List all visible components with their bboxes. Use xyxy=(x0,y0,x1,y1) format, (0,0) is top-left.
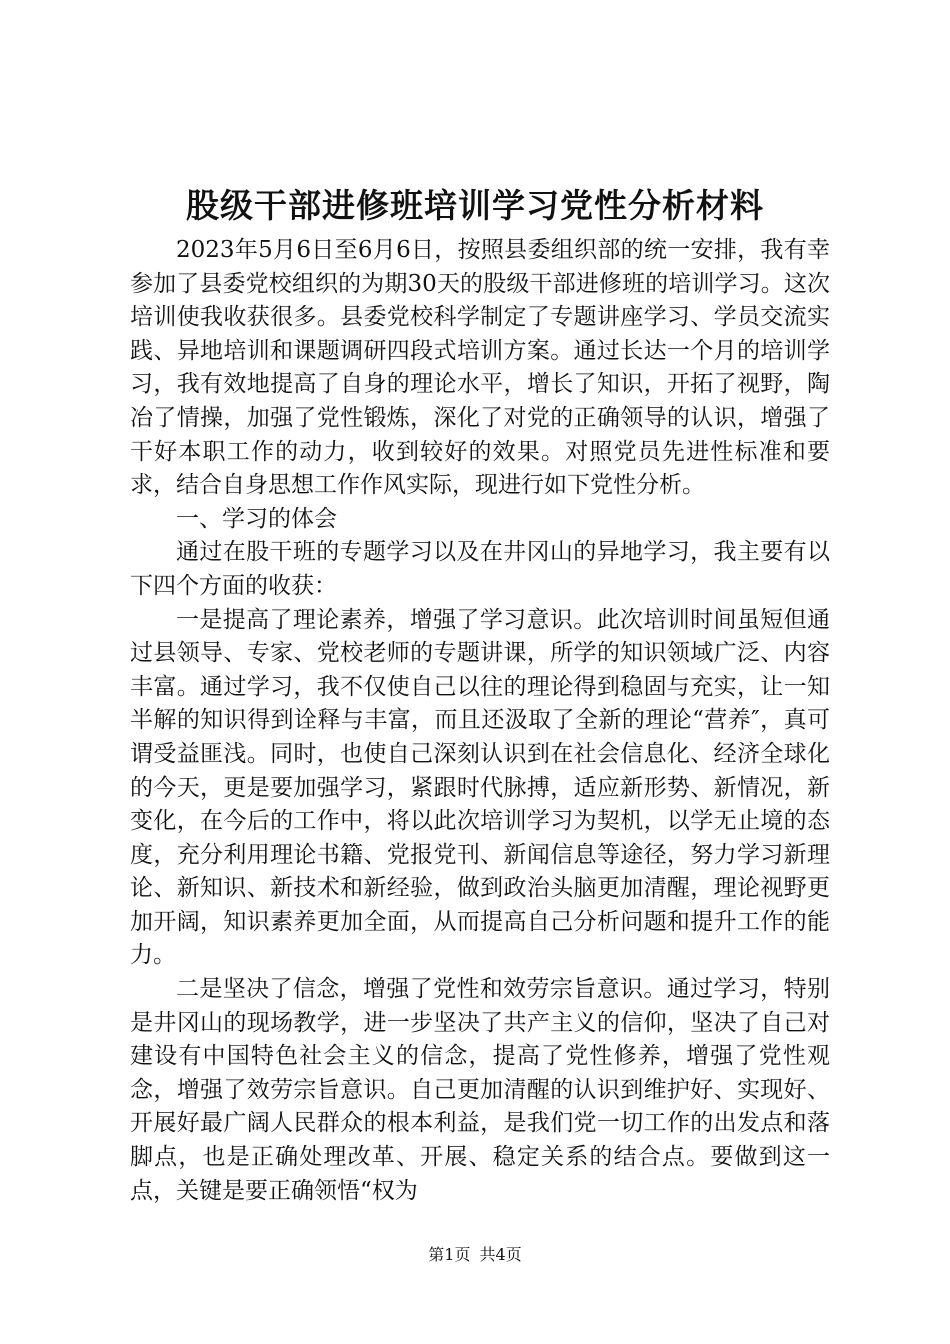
paragraph-intro: 2023年5月6日至6月6日，按照县委组织部的统一安排，我有幸参加了县委党校组织的为期30天的股级干部进修班的培训学习。这次培训使我收获很多。县委党校科学制定了专题讲座学习、学员交流实践、异地培训和课题调研四段式培训方案。通过长达一个月的培训学习，我有效地提高了自身的理论水平，增长了知识，开拓了视野，陶冶了情操，加强了党性锻炼，深化了对党的正确领导的认识，增强了干好本职工作的动力，收到较好的效果。对照党员先进性标准和要求，结合自身思想工作作风实际，现进行如下党性分析。 xyxy=(130,237,830,499)
document-title: 股级干部进修班培训学习党性分析材料 xyxy=(186,186,764,225)
page-total: 共4页 xyxy=(479,1245,522,1264)
paragraph-summary: 通过在股干班的专题学习以及在井冈山的异地学习，我主要有以下四个方面的收获： xyxy=(130,539,830,599)
page-footer xyxy=(0,1244,950,1266)
page-number: 第1页 xyxy=(428,1245,471,1264)
document-body xyxy=(130,234,830,1208)
paragraph-point-one: 一是提高了理论素养，增强了学习意识。此次培训时间虽短但通过县领导、专家、党校老师的专题讲课，所学的知识领域广泛、内容丰富。通过学习，我不仅使自己以往的理论得到稳固与充实，让一知半解的知识得到诠释与丰富，而且还汲取了全新的理论“营养″，真可谓受益匪浅。同时，也使自己深刻认识到在社会信息化、经济全球化的今天，更是要加强学习，紧跟时代脉搏，适应新形势、新情况，新变化，在今后的工作中，将以此次培训学习为契机，以学无止境的态度，充分利用理论书籍、党报党刊、新闻信息等途径，努力学习新理论、新知识、新技术和新经验，做到政治头脑更加清醒，理论视野更加开阔，知识素养更加全面，从而提高自己分析问题和提升工作的能力。 xyxy=(130,606,830,969)
section-heading: 一、学习的体会 xyxy=(176,505,337,532)
paragraph-point-two: 二是坚决了信念，增强了党性和效劳宗旨意识。通过学习，特别是井冈山的现场教学，进一步坚决了共产主义的信仰，坚决了自己对建设有中国特色社会主义的信念，提高了党性修养，增强了党性观念，增强了效劳宗旨意识。自己更加清醒的认识到维护好、实现好、开展好最广阔人民群众的根本利益，是我们党一切工作的出发点和落脚点，也是正确处理改革、开展、稳定关系的结合点。要做到这一点，关键是要正确领悟“权为 xyxy=(130,976,830,1204)
